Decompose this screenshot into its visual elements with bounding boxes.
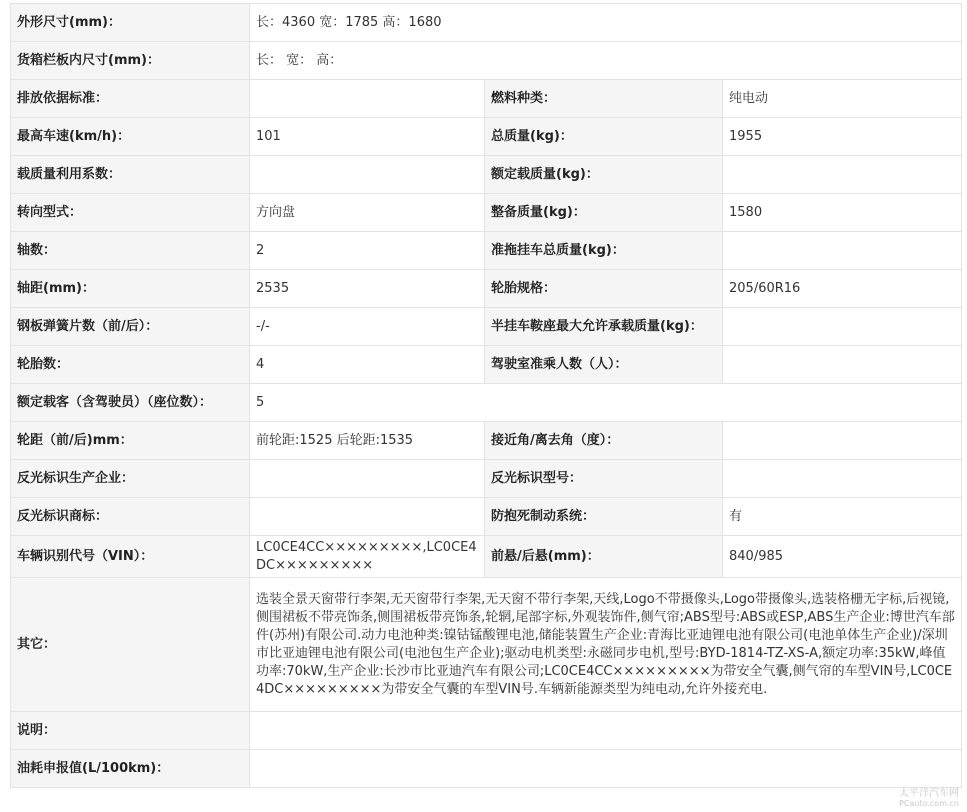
- value-steering: 方向盘: [250, 194, 485, 232]
- value-total-mass: 1955: [723, 118, 962, 156]
- label-fuel-type: 燃料种类：: [485, 80, 723, 118]
- row-dimensions: [11, 4, 962, 42]
- value-saddle-mass: [723, 308, 962, 346]
- row-vin: [11, 536, 962, 578]
- label-load-coef: 载质量利用系数：: [11, 156, 250, 194]
- value-springs: -/-: [250, 308, 485, 346]
- row-cargo: [11, 42, 962, 80]
- label-approach-angle: 接近角/离去角（度）：: [485, 422, 723, 460]
- spec-table: [10, 3, 962, 788]
- label-curb-mass: 整备质量(kg)：: [485, 194, 723, 232]
- label-tire-spec: 轮胎规格：: [485, 270, 723, 308]
- value-reflector-model: [723, 460, 962, 498]
- row-reflector-maker: [11, 460, 962, 498]
- row-seats: [11, 384, 962, 422]
- row-springs: [11, 308, 962, 346]
- label-seats: 额定载客（含驾驶员）（座位数）：: [11, 384, 250, 422]
- label-cargo: 货箱栏板内尺寸(mm)：: [11, 42, 250, 80]
- label-vin: 车辆识别代号（VIN）：: [11, 536, 250, 578]
- row-fuel-consumption: [11, 750, 962, 788]
- row-speed: [11, 118, 962, 156]
- row-wheelbase: [11, 270, 962, 308]
- row-emission: [11, 80, 962, 118]
- label-total-mass: 总质量(kg)：: [485, 118, 723, 156]
- label-trailer-mass: 准拖挂车总质量(kg)：: [485, 232, 723, 270]
- watermark: [899, 789, 959, 809]
- row-note: [11, 712, 962, 750]
- value-emission: [250, 80, 485, 118]
- label-emission: 排放依据标准：: [11, 80, 250, 118]
- value-approach-angle: [723, 422, 962, 460]
- label-note: 说明：: [11, 712, 250, 750]
- row-axles: [11, 232, 962, 270]
- row-load-coef: [11, 156, 962, 194]
- row-steering: [11, 194, 962, 232]
- value-track: 前轮距:1525 后轮距:1535: [250, 422, 485, 460]
- label-wheelbase: 轴距(mm)：: [11, 270, 250, 308]
- row-reflector-brand: [11, 498, 962, 536]
- watermark-domain: PCauto.com.cn: [899, 799, 959, 808]
- label-axles: 轴数：: [11, 232, 250, 270]
- label-dimensions: 外形尺寸(mm)：: [11, 4, 250, 42]
- value-reflector-maker: [250, 460, 485, 498]
- label-springs: 钢板弹簧片数（前/后）：: [11, 308, 250, 346]
- label-saddle-mass: 半挂车鞍座最大允许承载质量(kg)：: [485, 308, 723, 346]
- value-max-speed: 101: [250, 118, 485, 156]
- value-load-coef: [250, 156, 485, 194]
- row-other: [11, 578, 962, 712]
- value-vin: LC0CE4CC×××××××××,LC0CE4DC×××××××××: [250, 536, 485, 578]
- label-rated-load: 额定载质量(kg)：: [485, 156, 723, 194]
- value-curb-mass: 1580: [723, 194, 962, 232]
- value-fuel-consumption: [250, 750, 962, 788]
- value-fuel-type: 纯电动: [723, 80, 962, 118]
- value-reflector-brand: [250, 498, 485, 536]
- label-fuel-consumption: 油耗申报值(L/100km)：: [11, 750, 250, 788]
- row-track: [11, 422, 962, 460]
- label-max-speed: 最高车速(km/h)：: [11, 118, 250, 156]
- label-overhang: 前悬/后悬(mm)：: [485, 536, 723, 578]
- label-reflector-brand: 反光标识商标：: [11, 498, 250, 536]
- label-reflector-maker: 反光标识生产企业：: [11, 460, 250, 498]
- value-dimensions: 长：4360 宽：1785 高：1680: [250, 4, 962, 42]
- value-tire-count: 4: [250, 346, 485, 384]
- value-cab-passengers: [723, 346, 962, 384]
- value-other: 选装全景天窗带行李架,无天窗带行李架,无天窗不带行李架,天线,Logo不带摄像头,Logo带摄像头,选装格栅无字标,后视镜,侧围裙板不带亮饰条,侧围裙板带亮饰条,轮辋,尾部字标,外观装饰件,侧气帘;ABS型号:ABS或ESP,ABS生产企业:博世汽车部件(苏州)有限公司.动力电池种类:镍钴锰酸锂电池,储能装置生产企业:青海比亚迪锂电池有限公司(电池单体生产企业)/深圳市比亚迪锂电池有限公司(电池包生产企业);驱动电机类型:永磁同步电机,型号:BYD-1814-TZ-XS-A,额定功率:35kW,峰值功率:70kW,生产企业:长沙市比亚迪汽车有限公司;LC0CE4CC×××××××××为带安全气囊,侧气帘的车型VIN号,LC0CE4DC×××××××××为带安全气囊的车型VIN号.车辆新能源类型为纯电动,允许外接充电.: [250, 578, 962, 712]
- value-cargo: 长： 宽： 高：: [250, 42, 962, 80]
- value-trailer-mass: [723, 232, 962, 270]
- label-steering: 转向型式：: [11, 194, 250, 232]
- label-cab-passengers: 驾驶室准乘人数（人）：: [485, 346, 723, 384]
- row-tires: [11, 346, 962, 384]
- label-tire-count: 轮胎数：: [11, 346, 250, 384]
- label-reflector-model: 反光标识型号：: [485, 460, 723, 498]
- label-track: 轮距（前/后)mm：: [11, 422, 250, 460]
- value-wheelbase: 2535: [250, 270, 485, 308]
- value-tire-spec: 205/60R16: [723, 270, 962, 308]
- watermark-title: 太平洋汽车网: [899, 788, 959, 799]
- label-abs: 防抱死制动系统：: [485, 498, 723, 536]
- value-axles: 2: [250, 232, 485, 270]
- value-overhang: 840/985: [723, 536, 962, 578]
- label-other: 其它：: [11, 578, 250, 712]
- value-abs: 有: [723, 498, 962, 536]
- value-note: [250, 712, 962, 750]
- value-rated-load: [723, 156, 962, 194]
- value-seats: 5: [250, 384, 962, 422]
